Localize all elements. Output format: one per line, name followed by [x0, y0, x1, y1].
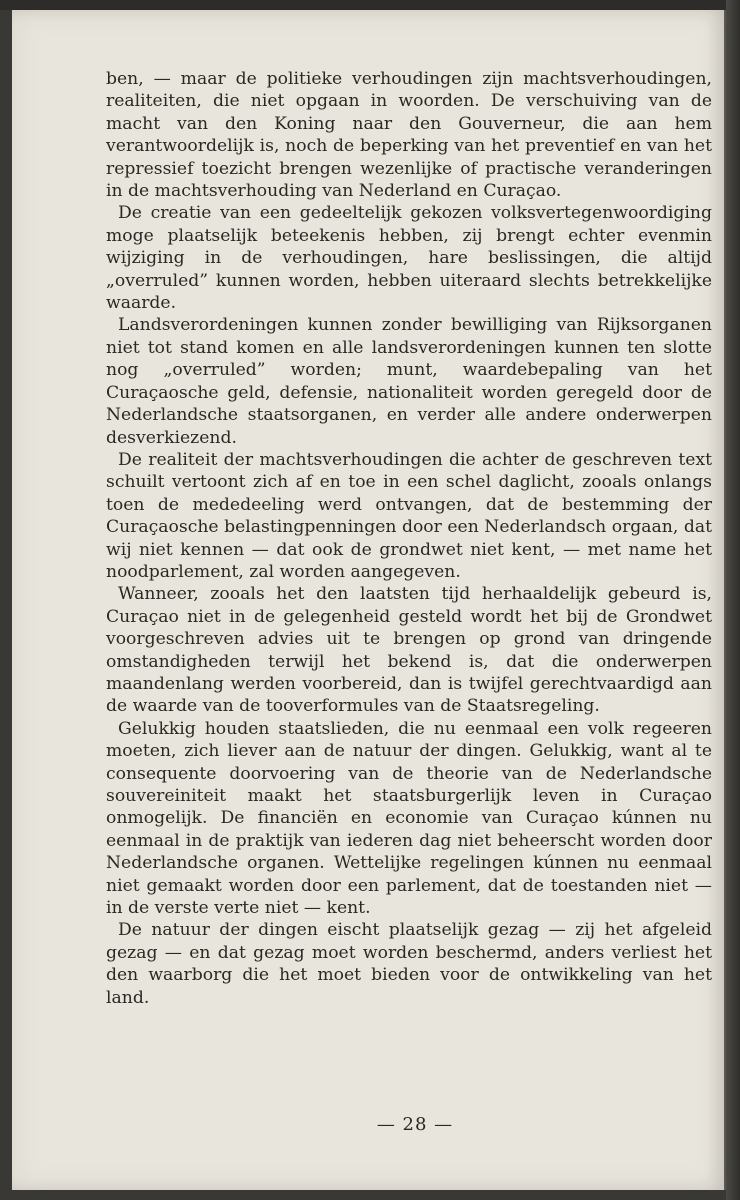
paragraph: Landsverordeningen kunnen zonder bewilliging van Rijksorganen niet tot stand komen en alle landsverordeningen kunnen ten slotte nog „overruled” worden; munt, waardebepaling van het Curaçaosche geld, defensie, nationaliteit worden geregeld door de Nederlandsche staatsorganen, en verder alle andere onderwerpen desverkiezend. [106, 315, 712, 448]
page-text [106, 68, 712, 1009]
paragraph: De natuur der dingen eischt plaatselijk gezag — zij het afgeleid gezag — en dat gezag moet worden beschermd, anders verliest het den waarborg die het moet bieden voor de ontwikkeling van het land. [106, 920, 712, 1008]
scan-top-strip [0, 0, 740, 10]
paragraph: ben, — maar de politieke verhoudingen zijn machtsverhoudingen, realiteiten, die niet opgaan in woorden. De verschuiving van de macht van den Koning naar den Gouverneur, die aan hem verantwoordelijk is, noch de beperking van het preventief en van het repressief toezicht brengen wezenlijke of practische veranderingen in de machtsverhouding van Nederland en Curaçao. [106, 69, 712, 202]
scan-right-edge [726, 0, 740, 1200]
paragraph: Gelukkig houden staatslieden, die nu eenmaal een volk regeeren moeten, zich liever aan de natuur der dingen. Gelukkig, want al te consequente doorvoering van de theorie van de Nederlandsche souvereiniteit maakt het staatsburgerlijk leven in Curaçao onmogelijk. De financiën en economie van Curaçao kúnnen nu eenmaal in de praktijk van iederen dag niet beheerscht worden door Nederlandsche organen. Wettelijke regelingen kúnnen nu eenmaal niet gemaakt worden door een parlement, dat de toestanden niet — in de verste verte niet — kent. [106, 718, 712, 919]
page-number: — 28 — [376, 1114, 454, 1135]
paragraph: De realiteit der machtsverhoudingen die achter de geschreven text schuilt vertoont zich af en toe in een schel daglicht, zooals onlangs toen de mededeeling werd ontvangen, dat de bestemming der Curaçaosche belastingpenningen door een Nederlandsch orgaan, dat wij niet kennen — dat ook de grondwet niet kent, — met name het noodparlement, zal worden aangegeven. [106, 449, 712, 582]
paragraph: Wanneer, zooals het den laatsten tijd herhaaldelijk gebeurd is, Curaçao niet in de gelegenheid gesteld wordt het bij de Grondwet voorgeschreven advies uit te brengen op grond van dringende omstandigheden terwijl het bekend is, dat die onderwerpen maandenlang werden voorbereid, dan is twijfel gerechtvaardigd aan de waarde van de tooverformules van de Staatsregeling. [106, 584, 712, 717]
paragraph: De creatie van een gedeeltelijk gekozen volksvertegenwoordiging moge plaatselijk beteekenis hebben, zij brengt echter evenmin wijziging in de verhoudingen, hare beslissingen, die altijd „overruled” kunnen worden, hebben uiteraard slechts betrekkelijke waarde. [106, 203, 712, 314]
